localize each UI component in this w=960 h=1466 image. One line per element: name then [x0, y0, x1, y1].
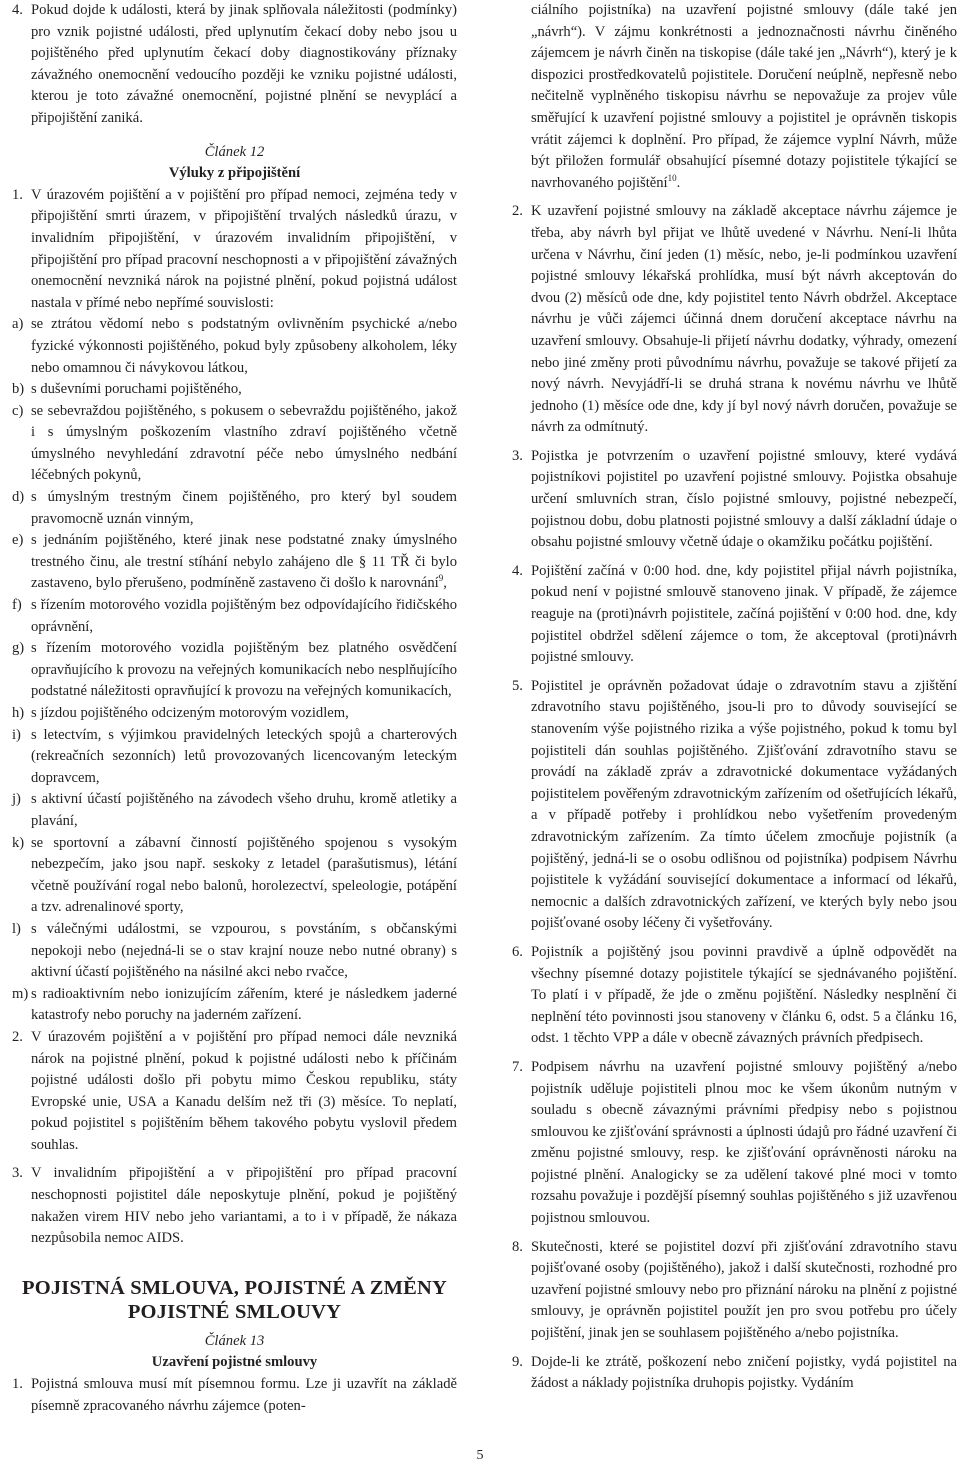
item-number: 4. — [512, 562, 523, 579]
exclusion-text: se sportovní a zábavní činností pojištěného spojenou s vysokým nebezpečím, jako jsou např. seskoky z letadel (parašutismus), létání včetně používání rogal nebo balonů, horolezectví, speleologie, potápění a tzv. adrenalinové sporty, — [31, 834, 457, 916]
list-item — [12, 185, 457, 315]
right-column — [512, 0, 957, 1395]
exclusion-letter: a) — [12, 316, 24, 333]
item-number: 3. — [12, 1165, 23, 1182]
exclusion-text: s jednáním pojištěného, které jinak nese podstatné znaky úmyslného trestného činu, ale trestní stíhání nebylo zahájeno dle § 11 TŘ či bylo zastaveno, bylo přerušeno, podmíněně zastaveno či došlo k narovnání — [31, 532, 457, 592]
exclusion-letter: i) — [12, 726, 21, 743]
exclusion-item — [12, 919, 457, 984]
exclusion-item — [12, 984, 457, 1027]
footnote-ref: 9 — [438, 573, 444, 584]
item-number: 1. — [12, 186, 23, 203]
list-item — [512, 942, 957, 1050]
item-text: Pokud dojde k události, která by jinak splňovala náležitosti (podmínky) pro vznik pojistné události, před uplynutím čekací doby nebo jsou u pojištěného před uplynutím čekací doby diagnostikovány příznaky závažného onemocnění vedoucího později ke vzniku pojistné události, kterou je toto závažné onemocnění, pojistné plnění se nevyplácí a připojištění zaniká. — [31, 2, 457, 126]
footnote-ref: 10 — [667, 172, 677, 183]
exclusion-text: se sebevraždou pojištěného, s pokusem o sebevraždu pojištěného, jakož i s úmyslným poškozením vlastního zdraví pojištěného včetně úmyslného nevyhledání zdravotní péče nebo úmyslného nedbání léčebných pokynů, — [31, 402, 457, 484]
exclusion-letter: d) — [12, 489, 25, 506]
exclusion-letter: b) — [12, 381, 25, 398]
list-item — [12, 1374, 457, 1417]
exclusion-letter: c) — [12, 402, 24, 419]
left-column — [12, 0, 457, 1417]
list-item — [12, 1027, 457, 1157]
list-item — [512, 676, 957, 935]
exclusion-item — [12, 314, 457, 379]
article-12-title: Výluky z připojištění — [168, 165, 301, 182]
item-text: V invalidním připojištění a v připojištění pro případ pracovní neschopnosti pojistitel dále neposkytuje plnění, pokud je pojištěný nakažen virem HIV nebo jeho variantami, a to i v případě, že nákaza nezpůsobila nemoc AIDS. — [31, 1165, 457, 1247]
exclusion-item — [12, 638, 457, 703]
exclusion-item — [12, 401, 457, 487]
list-item — [512, 561, 957, 669]
exclusion-text: se ztrátou vědomí nebo s podstatným ovlivněním psychické a/nebo fyzické výkonnosti pojištěného, pokud byly způsobeny alkoholem, léky nebo omamnou či návykovou látkou, — [31, 316, 457, 376]
exclusion-text: s řízením motorového vozidla pojištěným bez odpovídajícího řidičského oprávnění, — [31, 597, 457, 635]
exclusion-text: s úmyslným trestným činem pojištěného, pro který byl soudem pravomocně uznán vinným, — [31, 489, 457, 527]
item-text: Pojistka je potvrzením o uzavření pojistné smlouvy, které vydává pojistníkovi pojistitel po uzavření pojistné smlouvy. Pojistka obsahuje určení smluvních stran, číslo pojistné smlouvy, pojistné nebezpečí, pojistnou dobu, dobu platnosti pojistné smlouvy a další základní údaje o obsahu pojistné smlouvy včetně údaje o okamžiku počátku pojištění. — [531, 447, 957, 551]
item-number: 7. — [512, 1058, 523, 1075]
item-text: K uzavření pojistné smlouvy na základě akceptace návrhu zájemce je třeba, aby návrh byl přijat ve lhůtě uvedené v Návrhu. Není-li lhůta určena v Návrhu, činí jeden (1) měsíc, nebo, je-li podmínkou uzavření pojistné smlouvy lékařská prohlídka, musí být návrh akceptován do dvou (2) měsíců ode dne, kdy pojistitel tento Návrh obdržel. Akceptace návrhu je vůči zájemci účinná dnem doručení akceptace návrhu na uzavření smlouvy. Obsahuje-li přijetí návrhu dodatky, výhrady, omezení nebo jiné změny proti původnímu návrhu, považuje se takové přijetí za nový návrh. Nevyjádří-li se druhá strana k novému návrhu ve lhůtě jednoho (1) měsíce ode dne, kdy jí byl nový návrh doručen, považuje se návrh za odmítnutý. — [531, 203, 957, 436]
exclusion-item — [12, 379, 457, 401]
list-item — [512, 446, 957, 554]
item-text: Skutečnosti, které se pojistitel dozví při zjišťování zdravotního stavu pojišťované osoby (pojištěného), jakož i další skutečnosti, rozhodné pro uzavření pojistné smlouvy nebo pro přiznání nároku na plnění z pojistné smlouvy, je oprávněn pojistitel použít jen pro svou potřebu pro účely pojištění, jinak jen se souhlasem pojištěného a/nebo pojistníka. — [531, 1238, 957, 1342]
exclusion-list — [12, 314, 457, 1027]
exclusion-letter: j) — [12, 791, 21, 808]
exclusion-text-end: , — [443, 575, 447, 592]
item-text: Pojistník a pojištěný jsou povinni pravdivě a úplně odpovědět na všechny písemné dotazy pojistitele týkající se sjednávaného pojištění. To platí i v případě, že jde o změnu pojištění. Následky nesplnění či neplnění této povinnosti jsou stanoveny v článku 6, odst. 5 a článku 16, odst. 1 těchto VPP a dále v obecně závazných právních předpisech. — [531, 943, 957, 1047]
article-13-items — [512, 194, 957, 1394]
exclusion-text: s duševními poruchami pojištěného, — [31, 381, 242, 398]
item-text: ciálního pojistníka) na uzavření pojistné smlouvy (dále také jen „návrh“). V zájmu konkrétnosti a jednoznačnosti návrhu činěného zájemcem je návrh činěn na tiskopise (dále také jen „Návrh“), který je k dispozici prostředkovatelů pojistitele. Doručení neúplně, nepřesně nebo nečitelně vyplněného tiskopisu návrhu se nepovažuje za projev vůle směřující k uzavření pojistné smlouvy a pojistitel je oprávněn tiskopis vrátit zájemci k doplnění. Pro případ, že zájemce vyplní Návrh, může být přiložen formulář obsahující písemné dotazy pojistitele týkající se navrhovaného pojištění — [531, 2, 957, 191]
exclusion-text: s válečnými událostmi, se vzpourou, s povstáním, s občanskými nepokoji nebo (nejedná-li se o stav krajní nouze nebo nutné obrany) s aktivní účastí pojištěného na násilné akci nebo rvačce, — [31, 920, 457, 981]
exclusion-text: s radioaktivním nebo ionizujícím zářením, které je následkem jaderné katastrofy nebo poruchy na jaderném zařízení. — [31, 985, 457, 1024]
exclusion-text: s letectvím, s výjimkou pravidelných leteckých spojů a charterových (rekreačních sezonních) letů provozovaných licencovaným leteckým dopravcem, — [31, 726, 457, 786]
item-number: 6. — [512, 943, 523, 960]
exclusion-text: s aktivní účastí pojištěného na závodech všeho druhu, kromě atletiky a plavání, — [31, 791, 457, 829]
exclusion-letter: f) — [12, 597, 22, 614]
section-heading: POJISTNÁ SMLOUVA, POJISTNÉ A ZMĚNY POJISTNÉ SMLOUVY — [21, 1276, 448, 1324]
list-item-continuation — [512, 0, 957, 194]
exclusion-item — [12, 725, 457, 790]
exclusion-letter: e) — [12, 532, 24, 549]
list-item — [512, 201, 957, 439]
list-item — [512, 1057, 957, 1230]
item-text: Dojde-li ke ztrátě, poškození nebo zničení pojistky, vydá pojistitel na žádost a náklady pojistníka druhopis pojistky. Vydáním — [531, 1353, 957, 1392]
item-number: 3. — [512, 447, 523, 464]
item-number: 2. — [512, 203, 523, 220]
item-number: 5. — [512, 677, 523, 694]
item-text: V úrazovém pojištění a v pojištění pro případ nemoci dále nevzniká nárok na pojistné plnění, pokud k pojistné události nebo k příčinám pojistné události došlo při pobytu mimo Českou republiku, státy Evropské unie, USA a Kanadu delším než tři (3) měsíce. To neplatí, pokud pojistitel s pojištěním během takového pobytu vyslovil předem souhlas. — [31, 1028, 457, 1153]
exclusion-item — [12, 703, 457, 725]
article-12-number: Článek 12 — [204, 143, 265, 160]
item-text: Podpisem návrhu na uzavření pojistné smlouvy pojištěný a/nebo pojistník uděluje pojistiteli plnou moc ke všem úkonům nutným v souladu s obecně závaznými právními předpisy nebo s pojistnou smlouvou ke zjišťování správnosti a úplnosti údajů pro řádné uzavření či změnu pojistné smlouvy, resp. ke zjišťování oprávněnosti nároku na pojistné plnění. Analogicky se za udělení takové plné moci v tomto rozsahu považuje i pozdější písemný souhlas pojištěného s již uzavřenou pojistnou smlouvou. — [531, 1058, 957, 1227]
item-number: 9. — [512, 1353, 523, 1370]
exclusion-item — [12, 789, 457, 832]
exclusion-item — [12, 595, 457, 638]
item-text: Pojistná smlouva musí mít písemnou formu. Lze ji uzavřít na základě písemně zpracovaného návrhu zájemce (poten- — [31, 1376, 457, 1414]
list-item — [12, 0, 457, 130]
item-number: 1. — [12, 1376, 23, 1393]
item-number: 2. — [12, 1028, 23, 1045]
item-text: Pojistitel je oprávněn požadovat údaje o zdravotním stavu a zjištění zdravotního stavu pojištěného, jsou-li pro to důvody související se stanovením výše pojistného rizika a výše pojistného, pokud k tomu byl pojistiteli dán souhlas pojištěného. Zjišťování zdravotního stavu se provádí na základě zpráv a zdravotnické dokumentace vyžádaných pojistitelem pověřeným zdravotnickým zařízením od ošetřujících lékařů, a v případě potřeby i prohlídkou nebo vyšetřením provedeným zdravotnickým zařízením. Za tímto účelem zmocňuje pojistník (a pojištěný, jedná-li se o osobu odlišnou od pojistníka) podpisem Návrhu pojistitele k vyžádání související dokumentace a informací od lékařů, nemocnic a dalších zdravotnických zařízení, ve kterých byly nebo jsou pojišťované osoby léčeny či vyšetřovány. — [531, 677, 957, 932]
page-number: 5 — [476, 1448, 484, 1463]
exclusion-item — [12, 487, 457, 530]
exclusion-item — [12, 833, 457, 919]
item-text: Pojištění začíná v 0:00 hod. dne, kdy pojistitel přijal návrh pojistníka, pokud není v pojistné smlouvě stanoveno jinak. V případě, že zájemce reaguje na (proti)návrh pojistitele, začíná pojištění v 0:00 hod. dne, kdy pojistitel obdržel sdělení zájemce o tom, že akceptoval (proti)návrh pojistné smlouvy. — [531, 562, 957, 666]
list-item — [512, 1352, 957, 1395]
exclusion-letter: g) — [12, 640, 25, 657]
list-item — [512, 1237, 957, 1345]
item-number: 4. — [12, 2, 23, 18]
exclusion-text: s jízdou pojištěného odcizeným motorovým vozidlem, — [31, 705, 349, 721]
exclusion-letter: k) — [12, 834, 25, 851]
item-text: V úrazovém pojištění a v pojištění pro případ nemoci, zejména tedy v připojištění smrti úrazem, v připojištění trvalých následků úrazu, v invalidním připojištění, v úrazovém invalidním připojištění, v připojištění pro případ pracovní neschopnosti a v připojištění závažných onemocnění nevzniká nárok na pojistné plnění, pokud pojistná událost nastala v přímé nebo nepřímé souvislosti: — [31, 186, 457, 311]
exclusion-text: s řízením motorového vozidla pojištěným bez platného osvědčení opravňujícího k provozu na veřejných komunikacích nebo nesplňujícího podstatné náležitosti opravňující k provozu na veřejných komunikacích, — [31, 640, 457, 700]
item-number: 8. — [512, 1238, 523, 1255]
article-13-number: Článek 13 — [204, 1332, 265, 1349]
exclusion-letter: h) — [12, 705, 25, 721]
article-13-title: Uzavření pojistné smlouvy — [151, 1354, 318, 1371]
list-item — [12, 1163, 457, 1249]
exclusion-item — [12, 530, 457, 595]
exclusion-letter: l) — [12, 920, 21, 937]
exclusion-letter: m) — [12, 985, 29, 1002]
item-text-end: . — [676, 174, 681, 191]
